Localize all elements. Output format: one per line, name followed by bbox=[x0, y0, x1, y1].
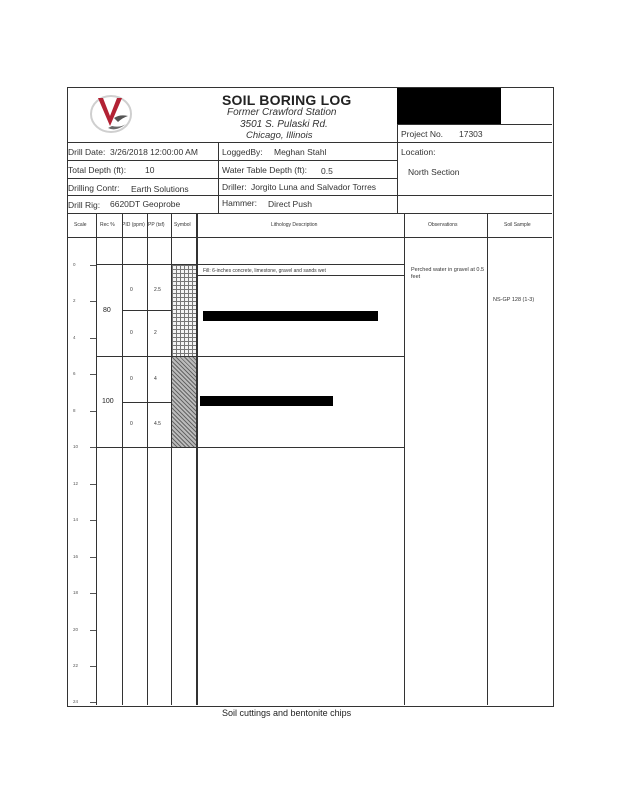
scale-tick bbox=[90, 666, 96, 667]
observation-note: Perched water in gravel at 0.5 feet bbox=[411, 267, 485, 280]
col-line-pid bbox=[147, 213, 148, 705]
project-box-sep bbox=[397, 124, 552, 125]
scale-label: 14 bbox=[73, 517, 79, 522]
water-table-label: Water Table Depth (ft): bbox=[222, 165, 308, 175]
company-logo bbox=[86, 92, 138, 136]
lithology-redaction-2 bbox=[200, 396, 333, 406]
lithology-fill-description: Fill: 6-inches concrete, limestone, gravel and sands wet bbox=[203, 268, 326, 274]
redaction-block bbox=[397, 88, 501, 124]
driller-label: Driller: bbox=[222, 182, 247, 192]
info-row-line-3 bbox=[67, 195, 552, 196]
col-header-scale: Scale bbox=[74, 222, 87, 228]
rec-value-2: 100 bbox=[102, 398, 114, 405]
footer-note: Soil cuttings and bentonite chips bbox=[222, 708, 352, 718]
project-number-label: Project No. bbox=[401, 129, 444, 139]
drill-date-value: 3/26/2018 12:00:00 AM bbox=[110, 147, 198, 157]
info-row-line-1 bbox=[67, 160, 397, 161]
col-line-observations bbox=[487, 213, 488, 705]
pid-value-2a: 0 bbox=[130, 376, 133, 382]
scale-label: 20 bbox=[73, 627, 79, 632]
rec-value-1: 80 bbox=[103, 307, 111, 314]
scale-tick bbox=[90, 411, 96, 412]
site-name: Former Crawford Station bbox=[227, 107, 337, 118]
col-header-lithology: Lithology Description bbox=[271, 222, 318, 228]
log-title: SOIL BORING LOG bbox=[222, 92, 352, 108]
info-col-line bbox=[218, 142, 219, 213]
location-label: Location: bbox=[401, 147, 436, 157]
scale-tick bbox=[90, 702, 96, 703]
scale-label: 10 bbox=[73, 444, 79, 449]
scale-label: 22 bbox=[73, 663, 79, 668]
fill-row-bottom bbox=[198, 275, 404, 276]
info-row-line-2 bbox=[67, 178, 397, 179]
scale-label: 4 bbox=[73, 335, 76, 340]
col-header-observations: Observations bbox=[428, 222, 458, 228]
symbol-clay-hatch bbox=[172, 357, 196, 447]
scale-tick bbox=[90, 520, 96, 521]
lithology-redaction-1 bbox=[203, 311, 378, 321]
total-depth-label: Total Depth (ft): bbox=[68, 165, 127, 175]
pp-value-1b: 2 bbox=[154, 330, 157, 336]
col-line-symbol bbox=[196, 213, 198, 705]
drill-rig-label: Drill Rig: bbox=[68, 200, 101, 210]
scale-label: 8 bbox=[73, 408, 76, 413]
scale-label: 2 bbox=[73, 298, 76, 303]
location-value: North Section bbox=[408, 167, 460, 177]
scale-tick bbox=[90, 593, 96, 594]
scale-label: 18 bbox=[73, 590, 79, 595]
interval-line-1 bbox=[96, 356, 404, 357]
col-header-symbol: Symbol bbox=[174, 222, 191, 228]
col-header-pp: PP (tsf) bbox=[148, 222, 165, 228]
scale-tick bbox=[90, 484, 96, 485]
scale-label: 24 bbox=[73, 699, 79, 704]
logged-by-label: LoggedBy: bbox=[222, 147, 263, 157]
drilling-contr-value: Earth Solutions bbox=[131, 184, 189, 194]
driller-value: Jorgito Luna and Salvador Torres bbox=[251, 182, 377, 192]
scale-tick bbox=[90, 630, 96, 631]
header-divider-bottom bbox=[67, 142, 552, 143]
project-number-value: 17303 bbox=[459, 129, 483, 139]
drill-rig-value: 6620DT Geoprobe bbox=[110, 199, 181, 209]
total-depth-value: 10 bbox=[145, 165, 155, 175]
symbol-fill-hatch bbox=[172, 265, 196, 356]
site-address: 3501 S. Pulaski Rd. bbox=[240, 119, 328, 130]
col-header-soil-sample: Soil Sample bbox=[504, 222, 531, 228]
scale-label: 0 bbox=[73, 262, 76, 267]
scale-tick bbox=[90, 557, 96, 558]
pid-value-1b: 0 bbox=[130, 330, 133, 336]
interval-top bbox=[96, 264, 404, 265]
hammer-value: Direct Push bbox=[268, 199, 312, 209]
site-city: Chicago, Illinois bbox=[246, 130, 313, 141]
col-header-pid: PID (ppm) bbox=[122, 222, 145, 228]
interval-line-2 bbox=[96, 447, 404, 448]
info-bottom-line bbox=[67, 213, 552, 214]
col-header-rec: Rec % bbox=[100, 222, 115, 228]
pid-value-1a: 0 bbox=[130, 287, 133, 293]
water-table-value: 0.5 bbox=[321, 166, 333, 176]
scale-label: 12 bbox=[73, 481, 79, 486]
scale-tick bbox=[90, 301, 96, 302]
pp-value-1a: 2.5 bbox=[154, 287, 161, 293]
pid-value-2b: 0 bbox=[130, 421, 133, 427]
hammer-label: Hammer: bbox=[222, 198, 257, 208]
logged-by-value: Meghan Stahl bbox=[274, 147, 327, 157]
col-line-lithology bbox=[404, 213, 405, 705]
scale-label: 6 bbox=[73, 371, 76, 376]
drilling-contr-label: Drilling Contr: bbox=[68, 183, 120, 193]
scale-tick bbox=[90, 447, 96, 448]
col-line-scale bbox=[96, 213, 97, 705]
pp-value-2b: 4.5 bbox=[154, 421, 161, 427]
pp-value-2a: 4 bbox=[154, 376, 157, 382]
scale-label: 16 bbox=[73, 554, 79, 559]
drill-date-label: Drill Date: bbox=[68, 147, 106, 157]
soil-sample-id: NS-GP 128 (1-3) bbox=[493, 297, 535, 303]
col-line-rec bbox=[122, 213, 123, 705]
scale-tick bbox=[90, 265, 96, 266]
scale-tick bbox=[90, 338, 96, 339]
column-header-bottom bbox=[67, 237, 552, 238]
scale-tick bbox=[90, 374, 96, 375]
